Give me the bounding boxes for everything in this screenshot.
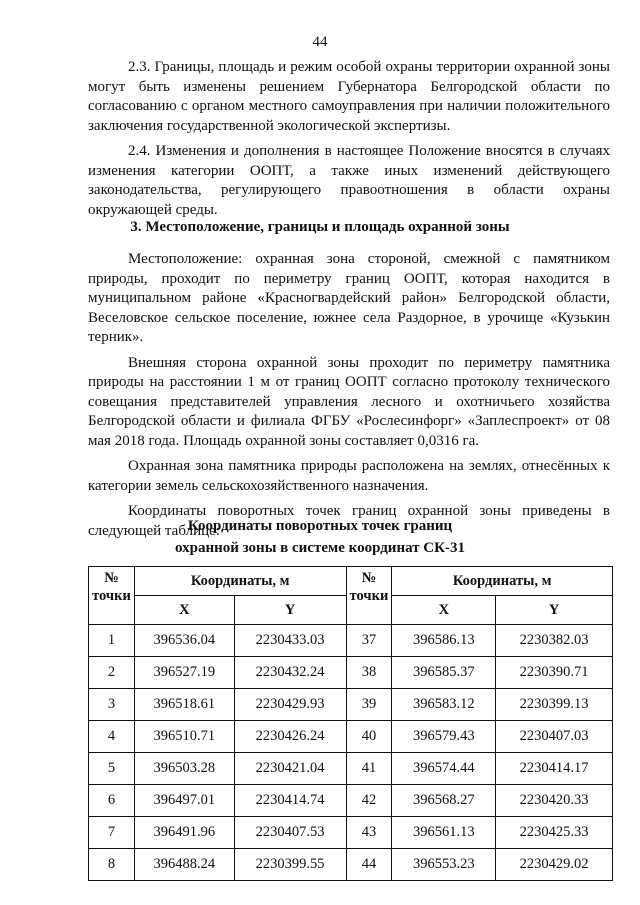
location-paragraph: Местоположение: охранная зона стороной, смежной с памятником природы, проходит по периметру границ ООПТ, которая находится в муниципальном районе «Красногвардейский район» Белгородской области, Веселовское сельское поселение, южнее села Раздорное, в урочище «Кузькин терник». (88, 251, 610, 345)
intro-text (88, 58, 610, 226)
point-number-cell: 41 (346, 753, 392, 785)
table-row (89, 817, 613, 849)
y-coordinate-cell: 2230420.33 (496, 785, 613, 817)
point-number-cell: 5 (89, 753, 135, 785)
coordinates-header: Координаты, м (134, 567, 346, 596)
y-header: Y (496, 596, 613, 625)
point-number-cell: 40 (346, 721, 392, 753)
coordinates-table (88, 566, 613, 881)
x-coordinate-cell: 396583.12 (392, 689, 496, 721)
point-number-cell: 7 (89, 817, 135, 849)
table-row (89, 785, 613, 817)
page-number: 44 (312, 34, 328, 50)
table-row (89, 689, 613, 721)
x-coordinate-cell: 396503.28 (134, 753, 234, 785)
point-number-cell: 2 (89, 657, 135, 689)
y-coordinate-cell: 2230399.13 (496, 689, 613, 721)
point-number-cell: 43 (346, 817, 392, 849)
x-coordinate-cell: 396553.23 (392, 849, 496, 881)
land-category-paragraph: Охранная зона памятника природы расположена на землях, отнесённых к категории земель сельскохозяйственного назначения. (88, 458, 610, 494)
x-coordinate-cell: 396491.96 (134, 817, 234, 849)
point-number-cell: 38 (346, 657, 392, 689)
y-coordinate-cell: 2230407.03 (496, 721, 613, 753)
table-caption-line-1: Координаты поворотных точек границ (187, 518, 453, 534)
x-coordinate-cell: 396585.37 (392, 657, 496, 689)
point-number-cell: 42 (346, 785, 392, 817)
point-number-cell: 4 (89, 721, 135, 753)
x-header: X (134, 596, 234, 625)
y-coordinate-cell: 2230407.53 (234, 817, 346, 849)
point-number-cell: 44 (346, 849, 392, 881)
table-row (89, 721, 613, 753)
x-coordinate-cell: 396574.44 (392, 753, 496, 785)
y-coordinate-cell: 2230433.03 (234, 625, 346, 657)
point-number-cell: 8 (89, 849, 135, 881)
x-coordinate-cell: 396510.71 (134, 721, 234, 753)
point-number-header: № точки (346, 567, 392, 625)
y-header: Y (234, 596, 346, 625)
y-coordinate-cell: 2230432.24 (234, 657, 346, 689)
point-number-header: № точки (89, 567, 135, 625)
x-coordinate-cell: 396586.13 (392, 625, 496, 657)
y-coordinate-cell: 2230390.71 (496, 657, 613, 689)
point-number-cell: 3 (89, 689, 135, 721)
y-coordinate-cell: 2230429.02 (496, 849, 613, 881)
y-coordinate-cell: 2230414.74 (234, 785, 346, 817)
table-row (89, 625, 613, 657)
point-number-cell: 6 (89, 785, 135, 817)
x-coordinate-cell: 396518.61 (134, 689, 234, 721)
y-coordinate-cell: 2230425.33 (496, 817, 613, 849)
table-caption-line-2: охранной зоны в системе координат СК-31 (174, 540, 466, 556)
table-row (89, 657, 613, 689)
paragraph-2-3: 2.3. Границы, площадь и режим особой охраны территории охранной зоны могут быть изменены решением Губернатора Белгородской области по согласованию с органом местного самоуправления при наличии положительного заключения государственной экологической экспертизы. (88, 59, 610, 134)
table-row (89, 753, 613, 785)
y-coordinate-cell: 2230426.24 (234, 721, 346, 753)
y-coordinate-cell: 2230429.93 (234, 689, 346, 721)
boundary-paragraph: Внешняя сторона охранной зоны проходит по периметру памятника природы на расстоянии 1 м от границ ООПТ согласно протоколу технического совещания представителей управления лесного и охотничьего хозяйства Белгородской области и филиала ФГБУ «Рослесинфорг» «Заплеспроект» от 08 мая 2018 года. Площадь охранной зоны составляет 0,0316 га. (88, 354, 610, 449)
table-intro-paragraph: Координаты поворотных точек границ охранной зоны приведены в следующей таблице: (88, 503, 610, 539)
table-row (89, 849, 613, 881)
y-coordinate-cell: 2230414.17 (496, 753, 613, 785)
x-coordinate-cell: 396527.19 (134, 657, 234, 689)
y-coordinate-cell: 2230421.04 (234, 753, 346, 785)
x-coordinate-cell: 396536.04 (134, 625, 234, 657)
x-coordinate-cell: 396579.43 (392, 721, 496, 753)
x-coordinate-cell: 396488.24 (134, 849, 234, 881)
point-number-cell: 1 (89, 625, 135, 657)
y-coordinate-cell: 2230399.55 (234, 849, 346, 881)
table-caption (0, 515, 640, 559)
section-heading: 3. Местоположение, границы и площадь охранной зоны (130, 219, 510, 235)
x-coordinate-cell: 396568.27 (392, 785, 496, 817)
point-number-cell: 39 (346, 689, 392, 721)
paragraph-2-4: 2.4. Изменения и дополнения в настоящее Положение вносятся в случаях изменения категории ООПТ, а также иных изменений действующего законодательства, регулирующего правоотношения в области охраны окружающей среды. (88, 143, 610, 218)
section-text (88, 250, 610, 547)
x-coordinate-cell: 396497.01 (134, 785, 234, 817)
x-coordinate-cell: 396561.13 (392, 817, 496, 849)
table-header-row (89, 567, 613, 596)
x-header: X (392, 596, 496, 625)
coordinates-header: Координаты, м (392, 567, 613, 596)
table-body (89, 625, 613, 881)
point-number-cell: 37 (346, 625, 392, 657)
y-coordinate-cell: 2230382.03 (496, 625, 613, 657)
